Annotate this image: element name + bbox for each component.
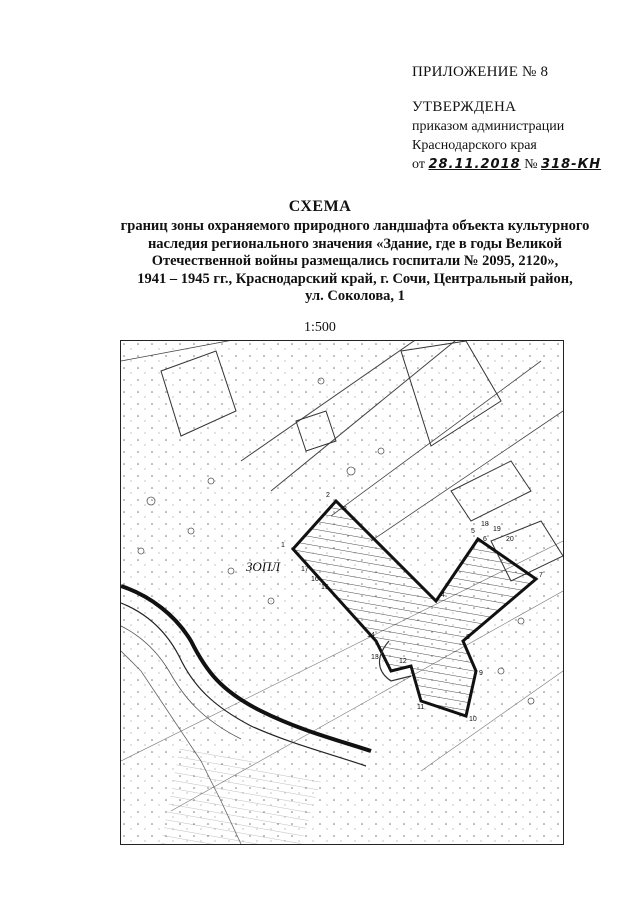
handwritten-date: 28.11.2018 bbox=[428, 157, 521, 172]
handwritten-number: 318-КН bbox=[541, 157, 602, 172]
point-label: 1 bbox=[281, 542, 285, 549]
approved-by-line1: приказом администрации bbox=[412, 119, 565, 134]
point-label: 16 bbox=[311, 576, 319, 583]
point-label: 4 bbox=[441, 592, 445, 599]
point-label: 17 bbox=[301, 566, 309, 573]
point-label: 9 bbox=[479, 670, 483, 677]
point-label: 7 bbox=[539, 572, 543, 579]
point-label: 13 bbox=[371, 654, 379, 661]
date-number-line bbox=[412, 155, 601, 174]
approved-label: УТВЕРЖДЕНА bbox=[412, 99, 517, 115]
subtitle-line-2: наследия регионального значения «Здание, где в годы Великой bbox=[147, 235, 563, 252]
subtitle-line-3: Отечественной войны размещались госпитали № 2095, 2120», bbox=[151, 253, 559, 269]
point-label: 12 bbox=[399, 658, 407, 665]
subtitle-line-4: 1941 – 1945 гг., Краснодарский край, г. Сочи, Центральный район, bbox=[137, 270, 573, 287]
approved-by-line2: Краснодарского края bbox=[412, 138, 537, 153]
point-label: 15 bbox=[321, 584, 329, 591]
point-label: 6 bbox=[483, 536, 487, 543]
point-label: 20 bbox=[506, 536, 514, 543]
approval-block bbox=[412, 98, 601, 174]
zone-label: ЗОПЛ bbox=[246, 559, 281, 574]
point-label: 14 bbox=[367, 632, 375, 639]
point-label: 5 bbox=[471, 528, 475, 535]
subtitle-line-5: ул. Соколова, 1 bbox=[305, 288, 405, 304]
appendix-number: ПРИЛОЖЕНИЕ № 8 bbox=[412, 64, 549, 80]
document-subtitle bbox=[95, 218, 615, 306]
document-title: СХЕМА bbox=[288, 198, 352, 215]
point-label: 10 bbox=[469, 716, 477, 723]
number-prefix: № bbox=[524, 157, 538, 172]
map-scale: 1:500 bbox=[304, 320, 336, 335]
point-label: 19 bbox=[493, 526, 501, 533]
point-label: 18 bbox=[481, 521, 489, 528]
map-drawing bbox=[121, 341, 563, 844]
site-map bbox=[120, 340, 564, 845]
date-prefix: от bbox=[412, 157, 425, 172]
point-label: 3 bbox=[343, 506, 347, 513]
point-label: 2 bbox=[326, 492, 330, 499]
subtitle-line-1: границ зоны охраняемого природного ландшафта объекта культурного bbox=[120, 218, 590, 234]
point-label: 8 bbox=[466, 634, 470, 641]
point-label: 11 bbox=[417, 704, 425, 711]
